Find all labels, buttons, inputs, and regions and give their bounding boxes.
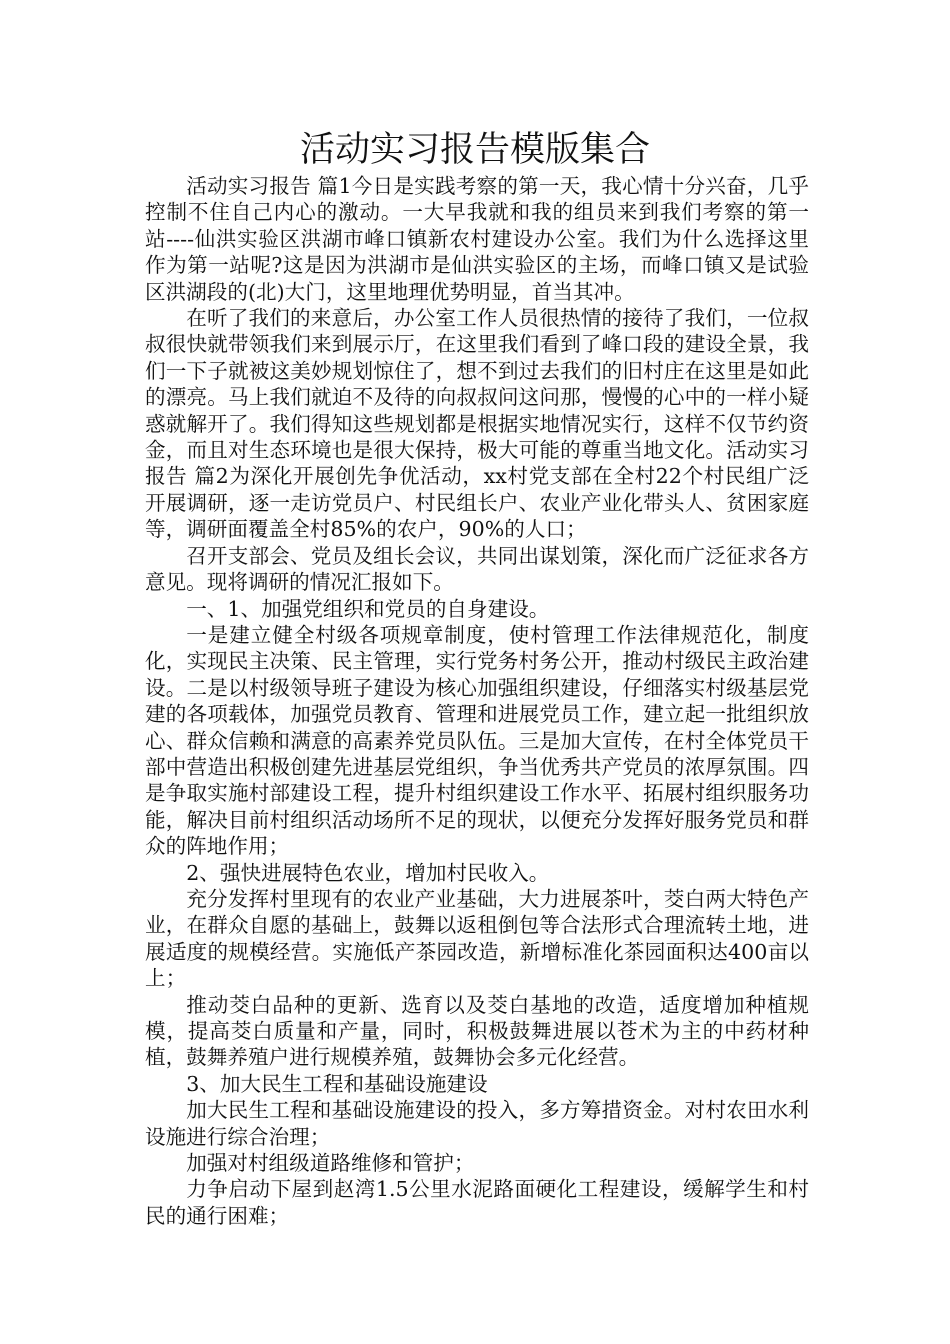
paragraph: 推动茭白品种的更新、选育以及茭白基地的改造，适度增加种植规模，提高茭白质量和产量，同时，积极鼓舞进展以苍术为主的中药材种植，鼓舞养殖户进行规模养殖，鼓舞协会多元化经营。 — [145, 992, 809, 1070]
paragraph: 在听了我们的来意后，办公室工作人员很热情的接待了我们，一位叔叔很快就带领我们来到展示厅，在这里我们看到了峰口段的建设全景，我们一下子就被这美妙规划惊住了，想不到过去我们的旧村庄在这里是如此的漂亮。马上我们就迫不及待的向叔叔问这问那，慢慢的心中的一样小疑惑就解开了。我们得知这些规划都是根据实地情况实行，这样不仅节约资金，而且对生态环境也是很大保持，极大可能的尊重当地文化。活动实习报告 篇2为深化开展创先争优活动，xx村党支部在全村22个村民组广泛开展调研，逐一走访党员户、村民组长户、农业产业化带头人、贫困家庭等，调研面覆盖全村85%的农户，90%的人口； — [145, 306, 809, 542]
document-title: 活动实习报告模版集合 — [299, 130, 650, 170]
document-body — [145, 173, 809, 1229]
paragraph: 活动实习报告 篇1今日是实践考察的第一天，我心情十分兴奋，几乎控制不住自己内心的激动。一大早我就和我的组员来到我们考察的第一站----仙洪实验区洪湖市峰口镇新农村建设办公室。我们为什么选择这里作为第一站呢?这是因为洪湖市是仙洪实验区的主场，而峰口镇又是试验区洪湖段的(北)大门，这里地理优势明显，首当其冲。 — [145, 174, 809, 304]
paragraph: 2、强快进展特色农业，增加村民收入。 — [186, 860, 550, 885]
paragraph: 力争启动下屋到赵湾1.5公里水泥路面硬化工程建设，缓解学生和村民的通行困难； — [145, 1177, 809, 1228]
paragraph: 一是建立健全村级各项规章制度，使村管理工作法律规范化，制度化，实现民主决策、民主管理，实行党务村务公开，推动村级民主政治建设。二是以村级领导班子建设为核心加强组织建设，仔细落实村级基层党建的各项载体，加强党员教育、管理和进展党员工作，建立起一批组织放心、群众信赖和满意的高素养党员队伍。三是加大宣传，在村全体党员干部中营造出积极创建先进基层党组织，争当优秀共产党员的浓厚氛围。四是争取实施村部建设工程，提升村组织建设工作水平、拓展村组织服务功能，解决目前村组织活动场所不足的现状，以便充分发挥好服务党员和群众的阵地作用； — [145, 622, 809, 859]
paragraph: 充分发挥村里现有的农业产业基础，大力进展茶叶，茭白两大特色产业，在群众自愿的基础上，鼓舞以返租倒包等合法形式合理流转土地，进展适度的规模经营。实施低产茶园改造，新增标准化茶园面积达400亩以上； — [145, 886, 809, 991]
paragraph: 加大民生工程和基础设施建设的投入，多方筹措资金。对村农田水利设施进行综合治理； — [145, 1098, 809, 1149]
paragraph: 一、1、加强党组织和党员的自身建设。 — [186, 596, 550, 621]
paragraph: 召开支部会、党员及组长会议，共同出谋划策，深化而广泛征求各方意见。现将调研的情况汇报如下。 — [145, 543, 809, 595]
paragraph: 3、加大民生工程和基础设施建设 — [186, 1071, 488, 1096]
paragraph: 加强对村组级道路维修和管护； — [186, 1151, 475, 1176]
